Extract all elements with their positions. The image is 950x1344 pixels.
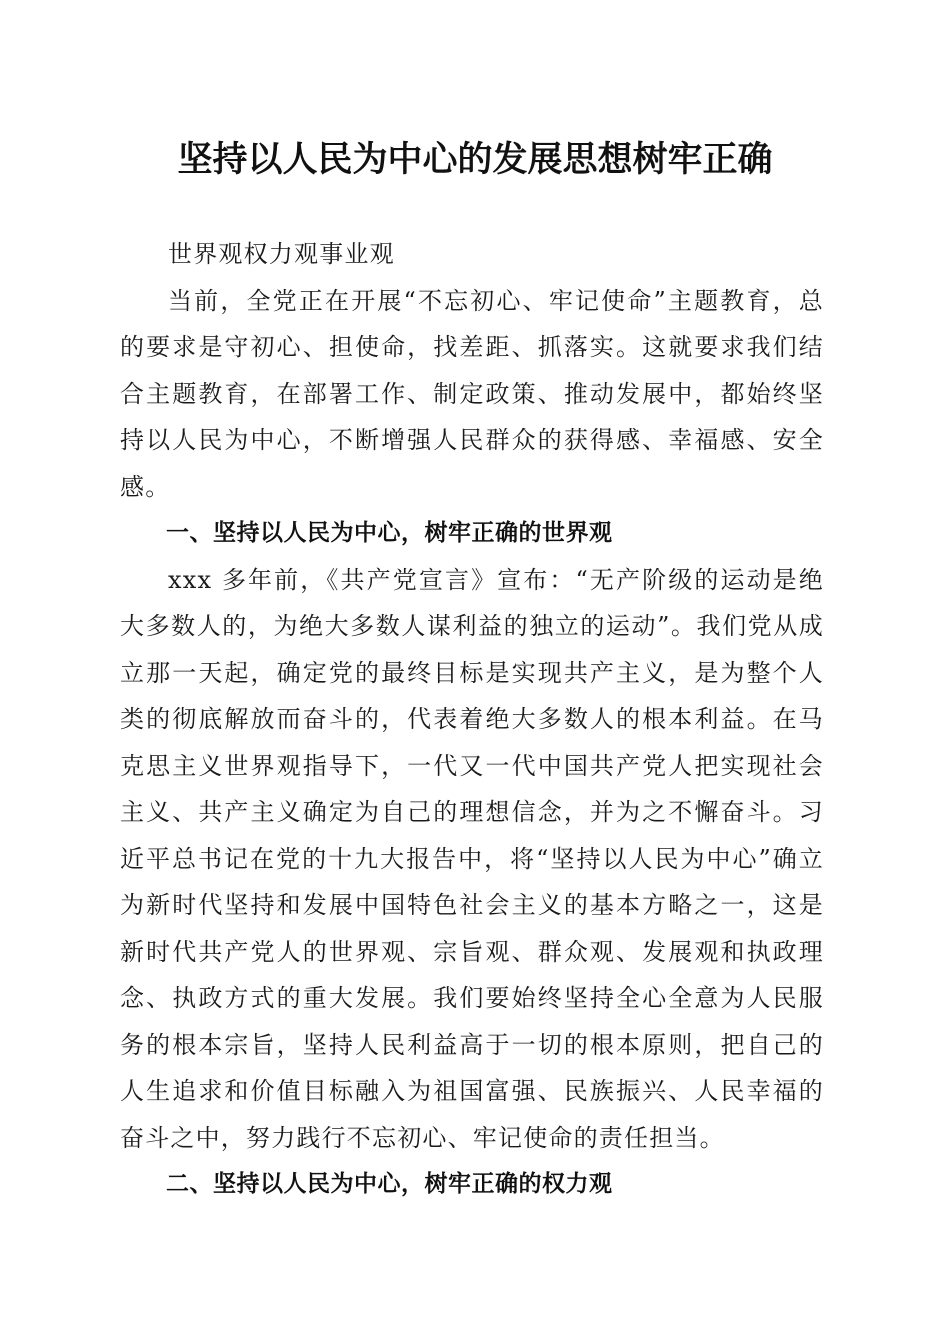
section-2-heading: 二、坚持以人民为中心，树牢正确的权力观 [166, 1171, 613, 1197]
section-1-heading: 一、坚持以人民为中心，树牢正确的世界观 [166, 520, 613, 546]
keywords-line: 世界观权力观事业观 [168, 240, 395, 268]
document-title: 坚持以人民为中心的发展思想树牢正确 [177, 139, 773, 180]
document-body [120, 231, 824, 1208]
intro-paragraph: 当前，全党正在开展“不忘初心、牢记使命”主题教育，总的要求是守初心、担使命，找差距、抓落实。这就要求我们结合主题教育，在部署工作、制定政策、推动发展中，都始终坚持以人民为中心，不断增强人民群众的获得感、幸福感、安全感。 [120, 286, 824, 501]
section-1-paragraph: xxx 多年前，《共产党宣言》宣布：“无产阶级的运动是绝大多数人的，为绝大多数人谋利益的独立的运动”。我们党从成立那一天起，确定党的最终目标是实现共产主义，是为整个人类的彻底解放而奋斗的，代表着绝大多数人的根本利益。在马克思主义世界观指导下，一代又一代中国共产党人把实现社会主义、共产主义确定为自己的理想信念，并为之不懈奋斗。习近平总书记在党的十九大报告中，将“坚持以人民为中心”确立为新时代坚持和发展中国特色社会主义的基本方略之一，这是新时代共产党人的世界观、宗旨观、群众观、发展观和执政理念、执政方式的重大发展。我们要始终坚持全心全意为人民服务的根本宗旨，坚持人民利益高于一切的根本原则，把自己的人生追求和价值目标融入为祖国富强、民族振兴、人民幸福的奋斗之中，努力践行不忘初心、牢记使命的责任担当。 [120, 565, 824, 1152]
